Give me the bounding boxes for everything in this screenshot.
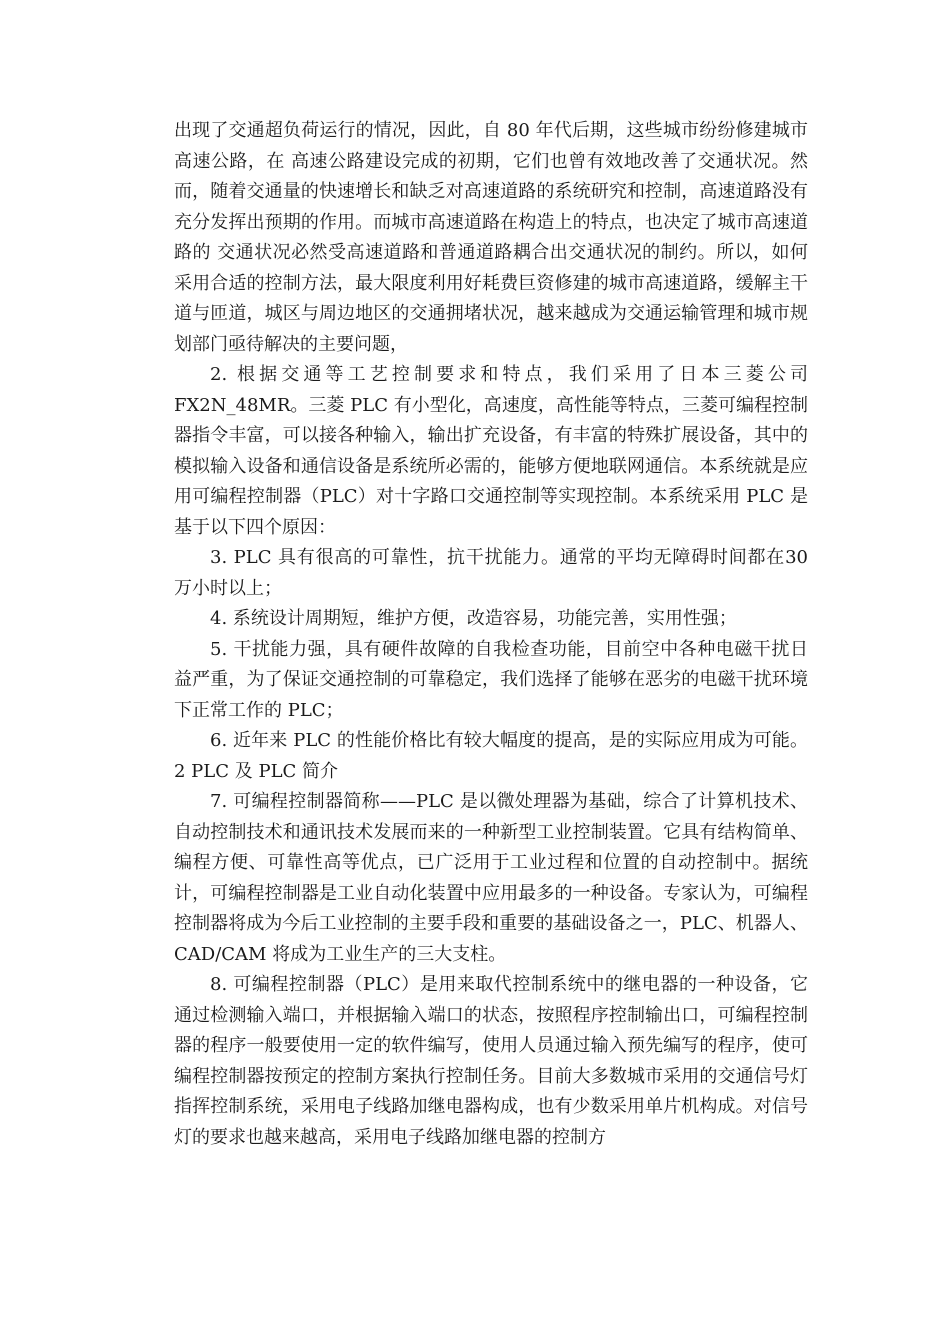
paragraph-8: 8. 可编程控制器（PLC）是用来取代控制系统中的继电器的一种设备，它通过检测输入端口，并根据输入端口的状态，按照程序控制输出口，可编程控制器的程序一般要使用一定的软件编写，使用人员通过输入预先编写的程序，使可编程控制器按预定的控制方案执行控制任务。目前大多数城市采用的交通信号灯指挥控制系统，采用电子线路加继电器构成，也有少数采用单片机构成。对信号灯的要求也越来越高，采用电子线路加继电器的控制方 bbox=[174, 974, 808, 1148]
paragraph-3: 3. PLC 具有很高的可靠性，抗干扰能力。通常的平均无障碍时间都在30 万小时以上； bbox=[174, 547, 808, 599]
paragraph-1: 出现了交通超负荷运行的情况，因此，自 80 年代后期，这些城市纷纷修建城市高速公路，在 高速公路建设完成的初期，它们也曾有效地改善了交通状况。然而，随着交通量的快速增长和缺乏对高速道路的系统研究和控制，高速道路没有充分发挥出预期的作用。而城市高速道路在构造上的特点，也决定了城市高速道路的 交通状况必然受高速道路和普通道路耦合出交通状况的制约。所以，如何采用合适的控制方法，最大限度利用好耗费巨资修建的城市高速道路，缓解主干道与匝道，城区与周边地区的交通拥堵状况，越来越成为交通运输管理和城市规划部门亟待解决的主要问题， bbox=[174, 120, 808, 355]
paragraph-4: 4. 系统设计周期短，维护方便，改造容易，功能完善，实用性强； bbox=[210, 608, 737, 629]
paragraph-6: 6. 近年来 PLC 的性能价格比有较大幅度的提高，是的实际应用成为可能。2 PLC 及 PLC 简介 bbox=[174, 730, 808, 782]
document-body bbox=[174, 116, 808, 1153]
paragraph-7: 7. 可编程控制器简称——PLC 是以微处理器为基础，综合了计算机技术、自动控制技术和通讯技术发展而来的一种新型工业控制装置。它具有结构简单、编程方便、可靠性高等优点，已广泛用于工业过程和位置的自动控制中。据统计，可编程控制器是工业自动化装置中应用最多的一种设备。专家认为，可编程控制器将成为今后工业控制的主要手段和重要的基础设备之一，PLC、机器人、CAD/CAM 将成为工业生产的三大支柱。 bbox=[174, 791, 808, 965]
paragraph-2: 2. 根据交通等工艺控制要求和特点，我们采用了日本三菱公司FX2N_48MR。三菱 PLC 有小型化，高速度，高性能等特点，三菱可编程控制器指令丰富，可以接各种输入，输出扩充设备，有丰富的特殊扩展设备，其中的模拟输入设备和通信设备是系统所必需的，能够方便地联网通信。本系统就是应用可编程控制器（PLC）对十字路口交通控制等实现控制。本系统采用 PLC 是基于以下四个原因： bbox=[174, 364, 808, 538]
paragraph-5: 5. 干扰能力强，具有硬件故障的自我检查功能，目前空中各种电磁干扰日益严重，为了保证交通控制的可靠稳定，我们选择了能够在恶劣的电磁干扰环境下正常工作的 PLC； bbox=[174, 638, 808, 721]
